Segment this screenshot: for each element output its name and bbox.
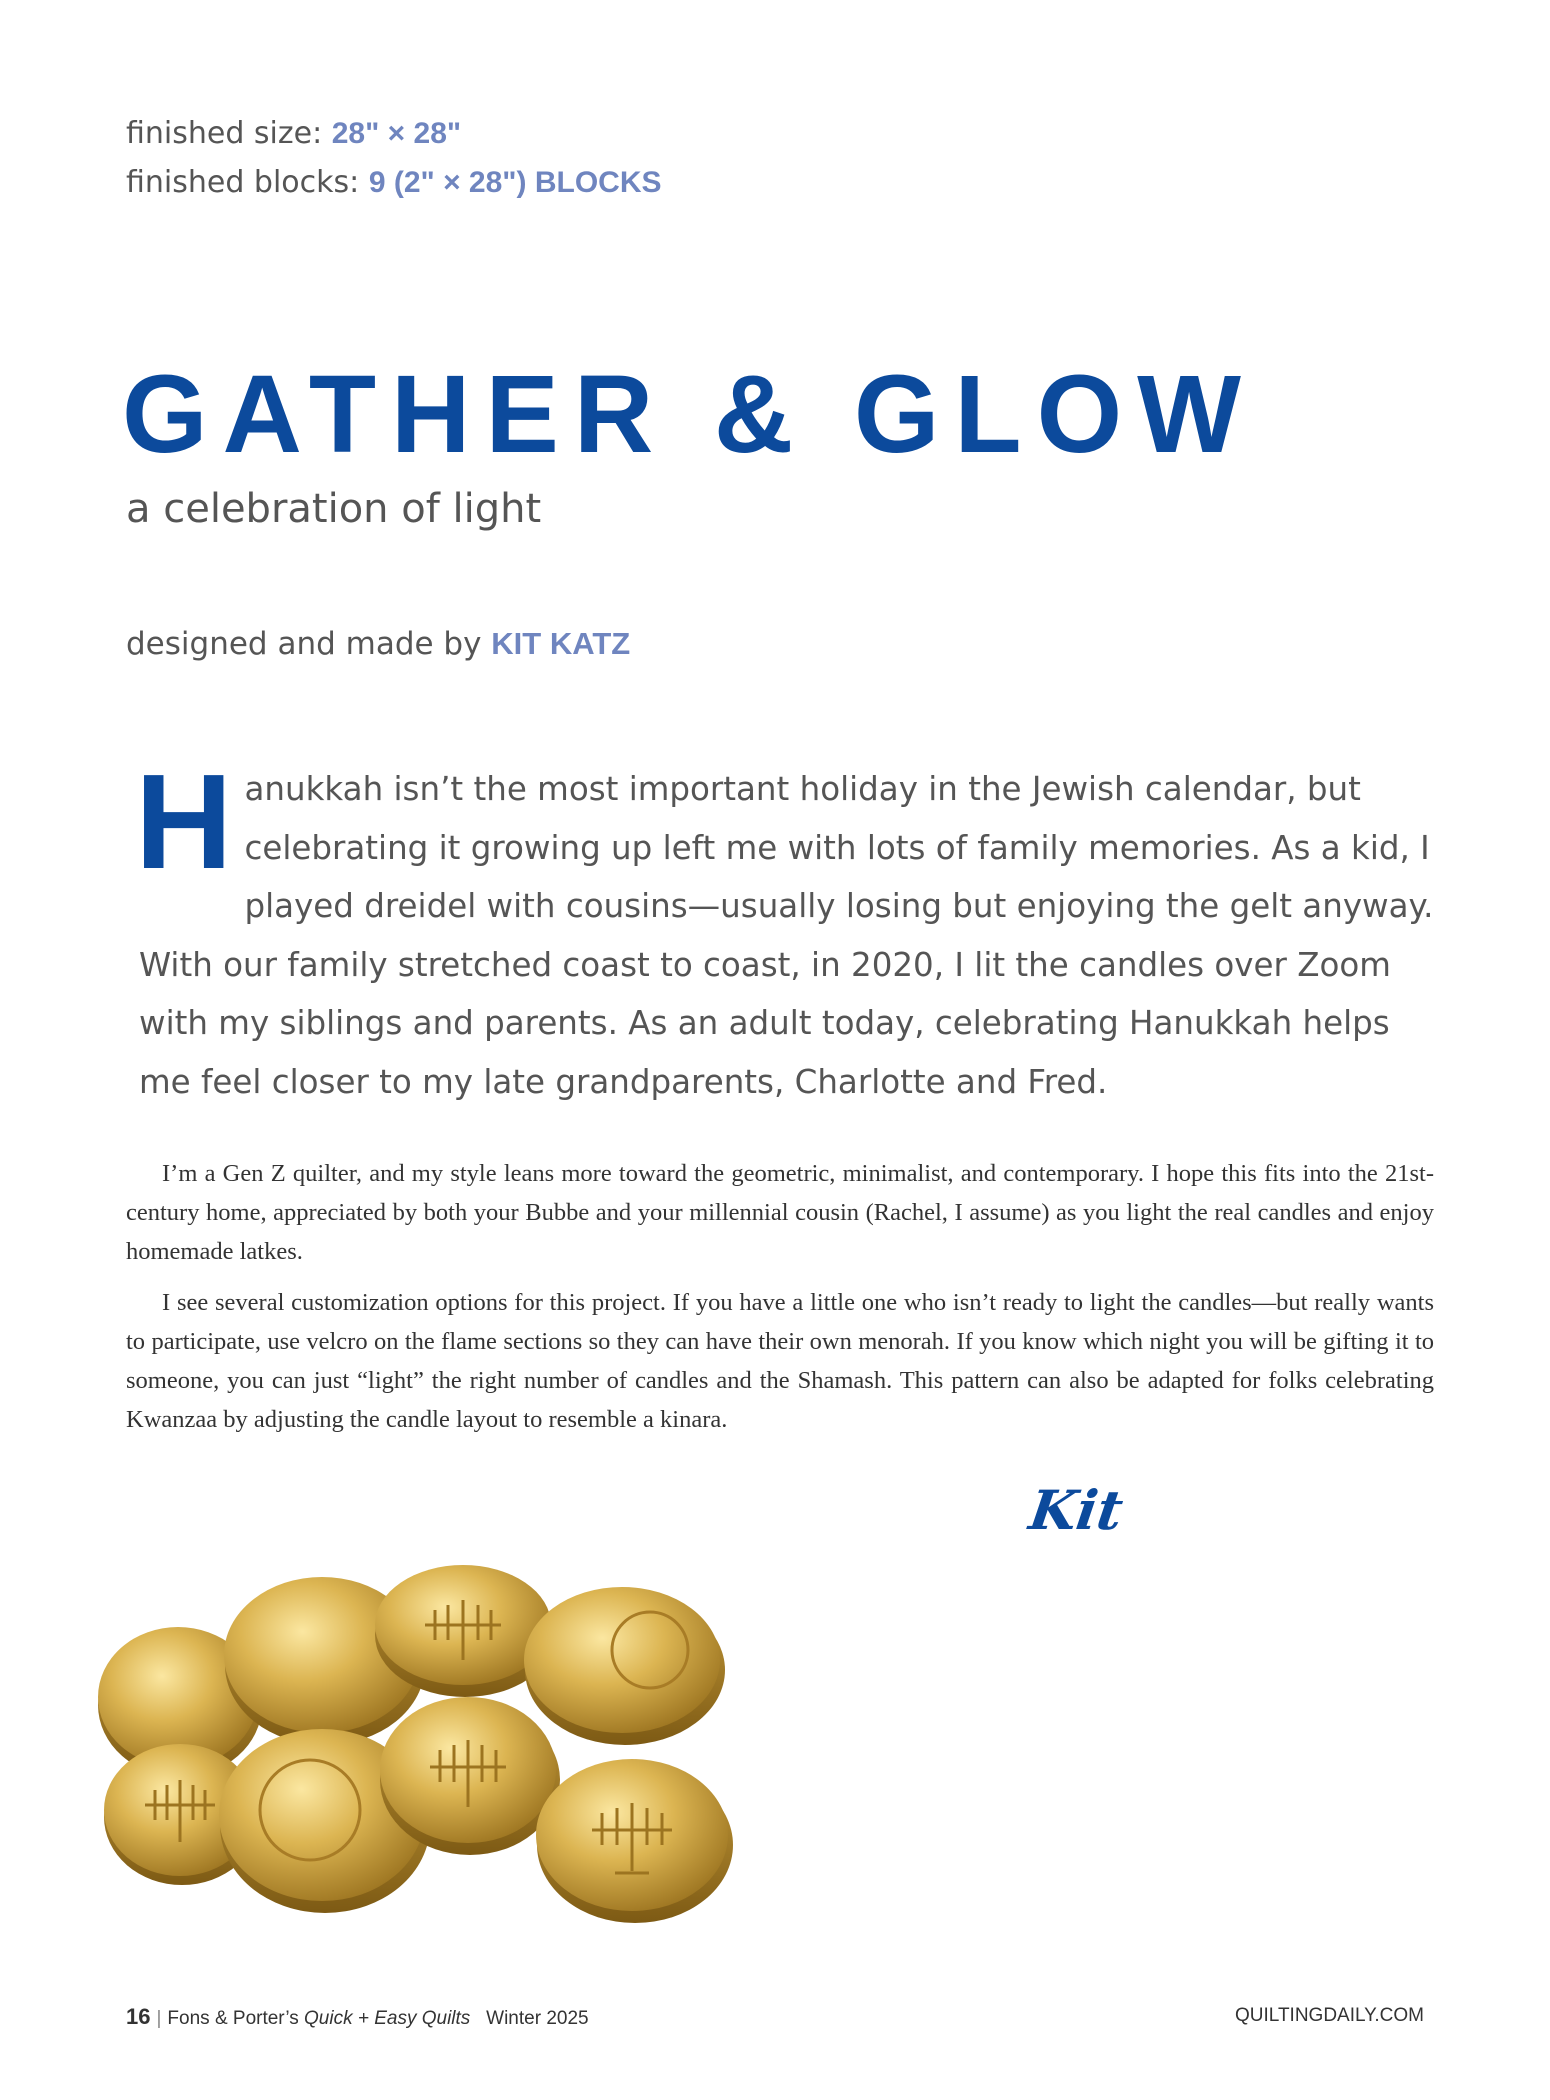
finished-size-label: finished size: (126, 116, 332, 151)
finished-blocks-value: 9 (2" × 28") BLOCKS (368, 166, 662, 199)
magazine-name: Fons & Porter’s (167, 2008, 304, 2029)
signature: Kit (1025, 1478, 1127, 1542)
drop-cap: H (135, 746, 233, 897)
designer-name: KIT KATZ (491, 626, 631, 661)
magazine-title-italic: Quick + Easy Quilts (304, 2008, 471, 2029)
finished-blocks-label: finished blocks: (126, 165, 369, 200)
lead-text: anukkah isn’t the most important holiday in the Jewish calendar, but celebrating it growing up left me with lots of family memories. As a kid, I played dreidel with cousins—usually losing but enjoying the gelt anyway. With our family stretched coast to coast, in 2020, I lit the candles over Zoom with my siblings and parents. As an adult today, celebrating Hanukkah helps me feel closer to my late grandparents, Charlotte and Fred. (139, 770, 1434, 1101)
article-subtitle: a celebration of light (126, 486, 542, 532)
body-text (126, 1154, 1434, 1451)
lead-paragraph (135, 746, 1439, 1111)
issue-date: Winter 2025 (486, 2008, 589, 2029)
byline-prefix: designed and made by (126, 626, 492, 662)
finished-size (126, 116, 461, 151)
chocolate-gelt-coins-image (70, 1555, 750, 1935)
footer-site-link[interactable]: QUILTINGDAILY.COM (1235, 2005, 1424, 2026)
article-title: GATHER & GLOW (122, 353, 1256, 476)
coin (524, 1587, 725, 1745)
coin (380, 1697, 560, 1855)
page-number: 16 (126, 2004, 151, 2029)
body-paragraph: I’m a Gen Z quilter, and my style leans more toward the geometric, minimalist, and contemporary. I hope this fits into the 21st-century home, appreciated by both your Bubbe and your millennial cousin (Rachel, I assume) as you light the real candles and enjoy homemade latkes. (126, 1160, 1434, 1265)
body-paragraph: I see several customization options for this project. If you have a little one who isn’t ready to light the candles—but really wants to participate, use velcro on the flame sections so they can have their own menorah. If you know which night you will be gifting it to someone, you can just “light” the right number of candles and the Shamash. This pattern can also be adapted for folks celebrating Kwanzaa by adjusting the candle layout to resemble a kinara. (126, 1289, 1434, 1433)
byline (126, 626, 630, 662)
finished-blocks (126, 165, 662, 200)
coin (536, 1759, 733, 1923)
finished-size-value: 28" × 28" (331, 117, 462, 150)
footer-separator: | (156, 2008, 162, 2029)
footer-publication (126, 2004, 589, 2030)
